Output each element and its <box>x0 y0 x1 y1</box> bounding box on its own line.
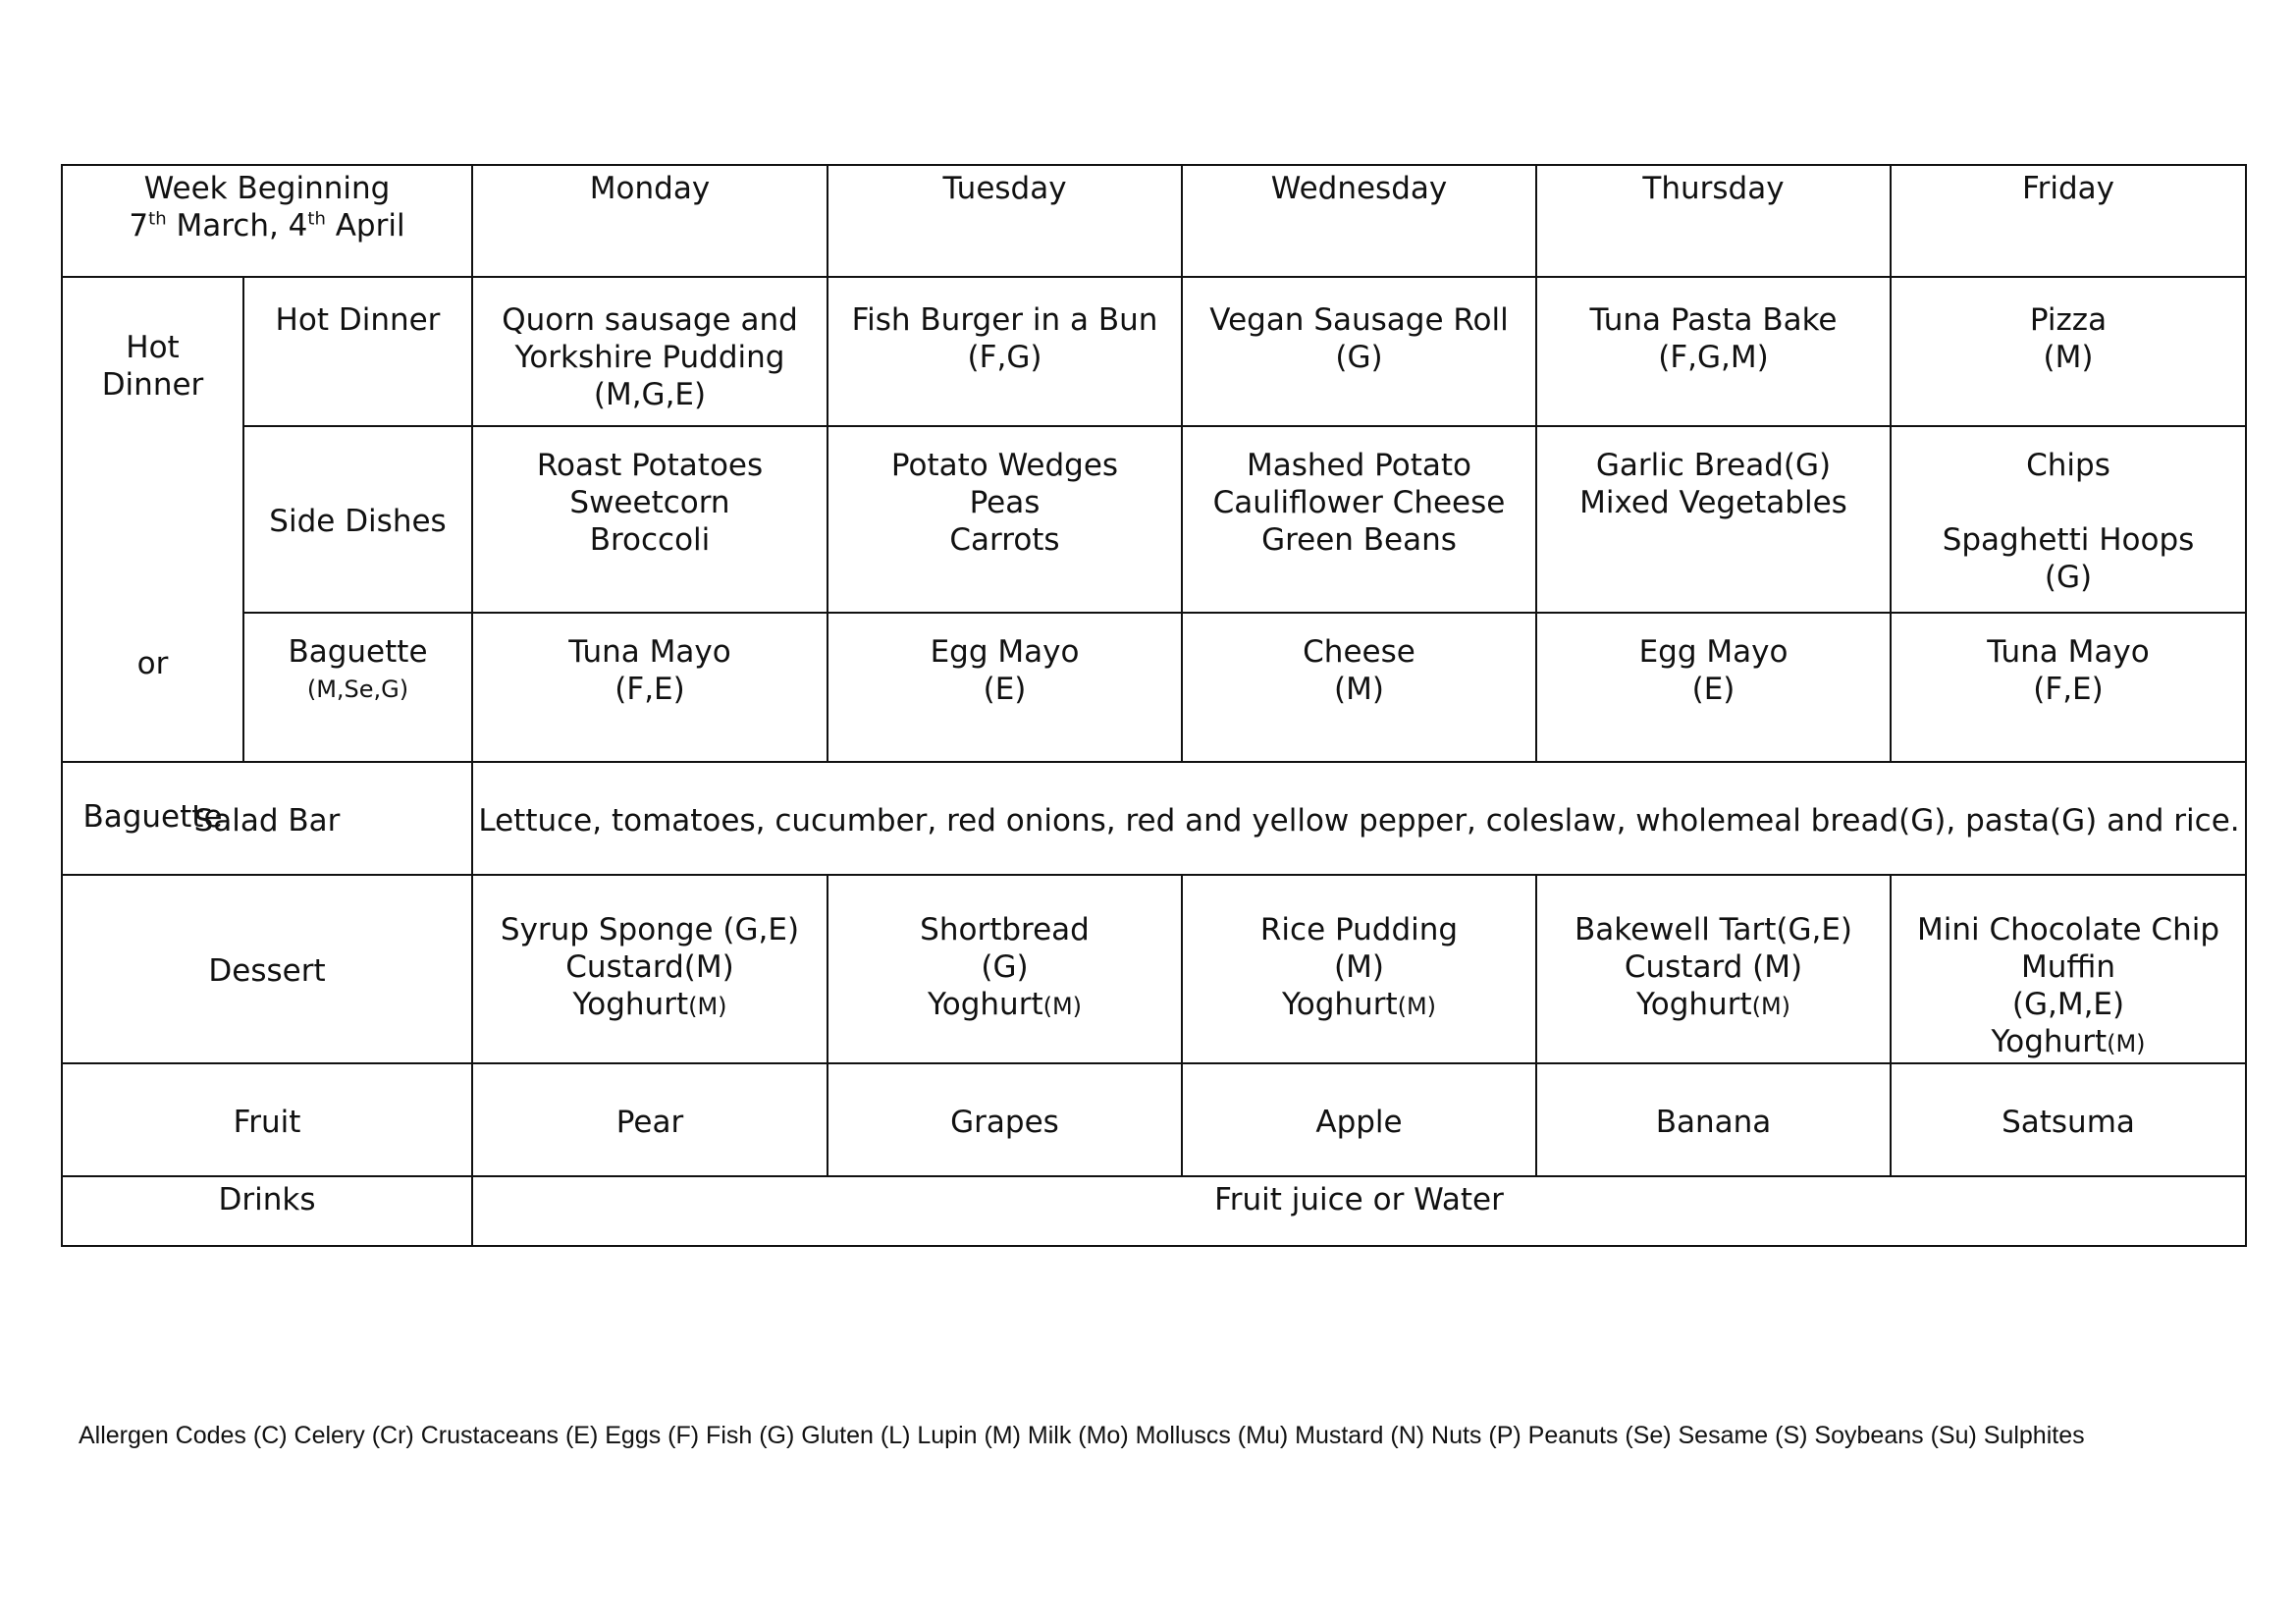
row-label-hot-dinner: Hot Dinner <box>243 277 472 426</box>
side-dishes-tuesday: Potato Wedges Peas Carrots <box>828 426 1182 613</box>
group-label-or: or <box>136 646 169 681</box>
week-beginning-label: Week Beginning <box>143 171 391 206</box>
baguette-monday: Tuna Mayo (F,E) <box>472 613 828 762</box>
day-header-friday: Friday <box>1891 165 2246 277</box>
day-header-monday: Monday <box>472 165 828 277</box>
drinks-contents: Fruit juice or Water <box>472 1176 2246 1246</box>
baguette-wednesday: Cheese (M) <box>1182 613 1536 762</box>
hot-dinner-or-baguette-cell <box>62 277 243 835</box>
side-dishes-row <box>62 426 2246 613</box>
side-dishes-thursday: Garlic Bread(G) Mixed Vegetables <box>1536 426 1891 613</box>
allergen-codes-legend: Allergen Codes (C) Celery (Cr) Crustaceans (E) Eggs (F) Fish (G) Gluten (L) Lupin (M) Milk (Mo) Molluscs (Mu) Mustard (N) Nuts (P) Peanuts (Se) Sesame (S) Soybeans (Su) Sulphites <box>79 1422 2085 1449</box>
day-header-tuesday: Tuesday <box>828 165 1182 277</box>
salad-bar-row <box>62 762 2246 875</box>
row-label-side-dishes: Side Dishes <box>243 426 472 613</box>
fruit-row <box>62 1063 2246 1176</box>
dessert-tuesday: Shortbread (G) Yoghurt(M) <box>828 875 1182 1063</box>
hot-dinner-thursday: Tuna Pasta Bake (F,G,M) <box>1536 277 1891 426</box>
week-dates: 7th March, 4th April <box>129 208 405 243</box>
drinks-row <box>62 1176 2246 1246</box>
hot-dinner-wednesday: Vegan Sausage Roll (G) <box>1182 277 1536 426</box>
baguette-friday: Tuna Mayo (F,E) <box>1891 613 2246 762</box>
fruit-monday: Pear <box>472 1063 828 1176</box>
weekly-menu-table <box>61 164 2247 1247</box>
dessert-wednesday: Rice Pudding (M) Yoghurt(M) <box>1182 875 1536 1063</box>
salad-bar-contents: Lettuce, tomatoes, cucumber, red onions, red and yellow pepper, coleslaw, wholemeal bread(G), pasta(G) and rice. <box>472 762 2246 875</box>
group-label-hot-dinner: Hot Dinner <box>101 330 204 403</box>
baguette-allergens: (M,Se,G) <box>306 676 409 703</box>
week-beginning-cell <box>62 165 472 277</box>
row-label-salad-bar: Salad Bar <box>62 762 472 875</box>
day-header-wednesday: Wednesday <box>1182 165 1536 277</box>
fruit-wednesday: Apple <box>1182 1063 1536 1176</box>
fruit-tuesday: Grapes <box>828 1063 1182 1176</box>
row-label-fruit: Fruit <box>62 1063 472 1176</box>
dessert-row <box>62 875 2246 1063</box>
hot-dinner-monday: Quorn sausage and Yorkshire Pudding (M,G,E) <box>472 277 828 426</box>
day-header-thursday: Thursday <box>1536 165 1891 277</box>
dessert-thursday: Bakewell Tart(G,E) Custard (M) Yoghurt(M) <box>1536 875 1891 1063</box>
row-label-baguette: Baguette (M,Se,G) <box>243 613 472 762</box>
group-label-baguette: Baguette <box>82 799 223 835</box>
hot-dinner-friday: Pizza (M) <box>1891 277 2246 426</box>
hot-dinner-row <box>62 277 2246 426</box>
fruit-thursday: Banana <box>1536 1063 1891 1176</box>
fruit-friday: Satsuma <box>1891 1063 2246 1176</box>
side-dishes-monday: Roast Potatoes Sweetcorn Broccoli <box>472 426 828 613</box>
row-label-dessert: Dessert <box>62 875 472 1063</box>
baguette-row <box>62 613 2246 762</box>
dessert-friday: Mini Chocolate Chip Muffin (G,M,E) Yoghurt(M) <box>1891 875 2246 1063</box>
header-row <box>62 165 2246 277</box>
row-label-drinks: Drinks <box>62 1176 472 1246</box>
hot-dinner-tuesday: Fish Burger in a Bun (F,G) <box>828 277 1182 426</box>
side-dishes-friday: Chips Spaghetti Hoops (G) <box>1891 426 2246 613</box>
baguette-tuesday: Egg Mayo (E) <box>828 613 1182 762</box>
side-dishes-wednesday: Mashed Potato Cauliflower Cheese Green Beans <box>1182 426 1536 613</box>
baguette-thursday: Egg Mayo (E) <box>1536 613 1891 762</box>
dessert-monday: Syrup Sponge (G,E) Custard(M) Yoghurt(M) <box>472 875 828 1063</box>
